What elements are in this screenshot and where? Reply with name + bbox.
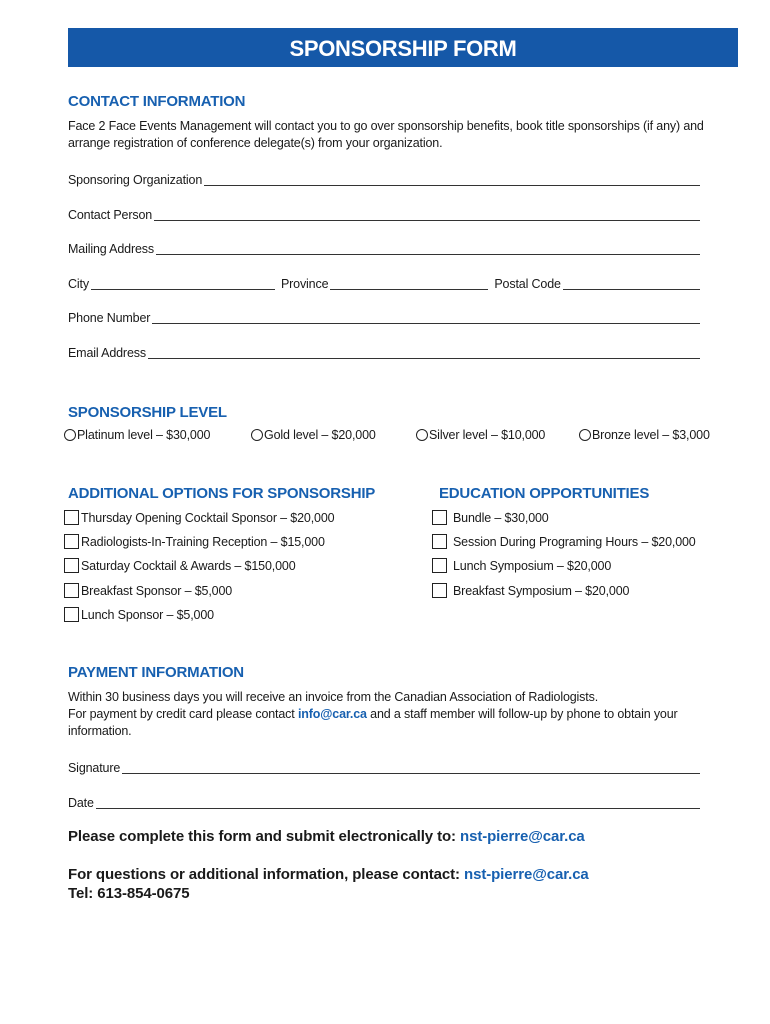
option-label: Lunch Symposium – $20,000 <box>453 558 612 573</box>
city-input-line[interactable] <box>91 279 275 290</box>
option-label: Radiologists-In-Training Reception – $15,000 <box>81 534 325 549</box>
checkbox-bundle[interactable] <box>432 510 549 525</box>
field-label: Mailing Address <box>68 242 154 256</box>
input-line[interactable] <box>122 763 700 774</box>
telephone: Tel: 613-854-0675 <box>68 885 190 902</box>
radio-silver[interactable] <box>416 428 545 442</box>
submit-email-link[interactable]: nst-pierre@car.ca <box>460 828 585 845</box>
option-label: Bronze level – $3,000 <box>592 428 710 442</box>
questions-text: For questions or additional information, please contact: <box>68 866 465 883</box>
input-line[interactable] <box>96 798 700 809</box>
input-line[interactable] <box>156 244 700 255</box>
sponsoring-organization-field[interactable] <box>68 169 700 187</box>
signature-field[interactable] <box>68 757 700 775</box>
radio-circle-icon[interactable] <box>579 429 591 441</box>
contact-person-field[interactable] <box>68 204 700 222</box>
option-label: Silver level – $10,000 <box>429 428 546 442</box>
checkbox-rit-reception[interactable] <box>64 534 325 549</box>
option-label: Gold level – $20,000 <box>264 428 376 442</box>
checkbox-lunch-sponsor[interactable] <box>64 607 214 622</box>
payment-heading: PAYMENT INFORMATION <box>68 664 244 681</box>
input-line[interactable] <box>148 348 700 359</box>
field-label: Email Address <box>68 346 146 360</box>
questions-email-link[interactable]: nst-pierre@car.ca <box>464 866 589 883</box>
form-title: SPONSORSHIP FORM <box>68 28 738 67</box>
checkbox-icon[interactable] <box>432 558 447 573</box>
field-label: Contact Person <box>68 208 153 222</box>
field-label: Signature <box>68 761 121 775</box>
checkbox-icon[interactable] <box>432 583 447 598</box>
province-input-line[interactable] <box>330 279 488 290</box>
info-email-link[interactable]: info@car.ca <box>297 707 367 721</box>
checkbox-icon[interactable] <box>64 558 79 573</box>
date-field[interactable] <box>68 792 700 810</box>
option-label: Session During Programing Hours – $20,000 <box>453 534 696 549</box>
input-line[interactable] <box>154 210 700 221</box>
payment-line-2 <box>68 706 718 740</box>
field-label: Sponsoring Organization <box>68 173 203 187</box>
radio-circle-icon[interactable] <box>251 429 263 441</box>
checkbox-thursday-cocktail[interactable] <box>64 510 334 525</box>
checkbox-breakfast-sponsor[interactable] <box>64 583 232 598</box>
payment-line-1: Within 30 business days you will receive an invoice from the Canadian Association of Radiologists. <box>68 690 599 704</box>
city-province-postal-row <box>68 273 700 291</box>
field-label: Phone Number <box>68 311 151 325</box>
additional-options-heading: ADDITIONAL OPTIONS FOR SPONSORSHIP <box>68 485 376 502</box>
checkbox-breakfast-symposium[interactable] <box>432 583 629 598</box>
checkbox-icon[interactable] <box>64 534 79 549</box>
city-label: City <box>68 277 89 291</box>
input-line[interactable] <box>152 313 700 324</box>
checkbox-icon[interactable] <box>64 583 79 598</box>
contact-intro: Face 2 Face Events Management will contact you to go over sponsorship benefits, book title sponsorships (if any) and arrange registration of conference delegate(s) from your organization. <box>68 119 704 150</box>
submit-instructions <box>68 828 585 845</box>
radio-platinum[interactable] <box>64 428 210 442</box>
email-address-field[interactable] <box>68 342 700 360</box>
option-label: Lunch Sponsor – $5,000 <box>81 607 214 622</box>
radio-circle-icon[interactable] <box>64 429 76 441</box>
checkbox-icon[interactable] <box>432 534 447 549</box>
payment-line-2-text: For payment by credit card please contact <box>68 707 298 721</box>
option-label: Breakfast Symposium – $20,000 <box>453 583 630 598</box>
questions-instructions <box>68 866 589 883</box>
option-label: Thursday Opening Cocktail Sponsor – $20,000 <box>81 510 335 525</box>
radio-bronze[interactable] <box>579 428 710 442</box>
checkbox-icon[interactable] <box>64 607 79 622</box>
checkbox-lunch-symposium[interactable] <box>432 558 611 573</box>
checkbox-icon[interactable] <box>432 510 447 525</box>
input-line[interactable] <box>204 175 700 186</box>
checkbox-session[interactable] <box>432 534 696 549</box>
checkbox-icon[interactable] <box>64 510 79 525</box>
payment-text <box>68 689 718 740</box>
postal-code-input-line[interactable] <box>563 279 700 290</box>
contact-heading: CONTACT INFORMATION <box>68 93 246 110</box>
education-opportunities-heading: EDUCATION OPPORTUNITIES <box>439 485 650 502</box>
mailing-address-field[interactable] <box>68 238 700 256</box>
option-label: Saturday Cocktail & Awards – $150,000 <box>81 558 296 573</box>
phone-number-field[interactable] <box>68 307 700 325</box>
radio-gold[interactable] <box>251 428 376 442</box>
province-label: Province <box>280 277 329 291</box>
checkbox-saturday-cocktail[interactable] <box>64 558 296 573</box>
submit-text: Please complete this form and submit electronically to: <box>68 828 461 845</box>
option-label: Bundle – $30,000 <box>453 510 549 525</box>
option-label: Platinum level – $30,000 <box>77 428 211 442</box>
radio-circle-icon[interactable] <box>416 429 428 441</box>
postal-code-label: Postal Code <box>494 277 561 291</box>
field-label: Date <box>68 796 94 810</box>
payment-line-2-rest: and a staff member will follow-up by phone to obtain your information. <box>68 707 678 738</box>
option-label: Breakfast Sponsor – $5,000 <box>81 583 233 598</box>
sponsorship-level-heading: SPONSORSHIP LEVEL <box>68 404 227 421</box>
